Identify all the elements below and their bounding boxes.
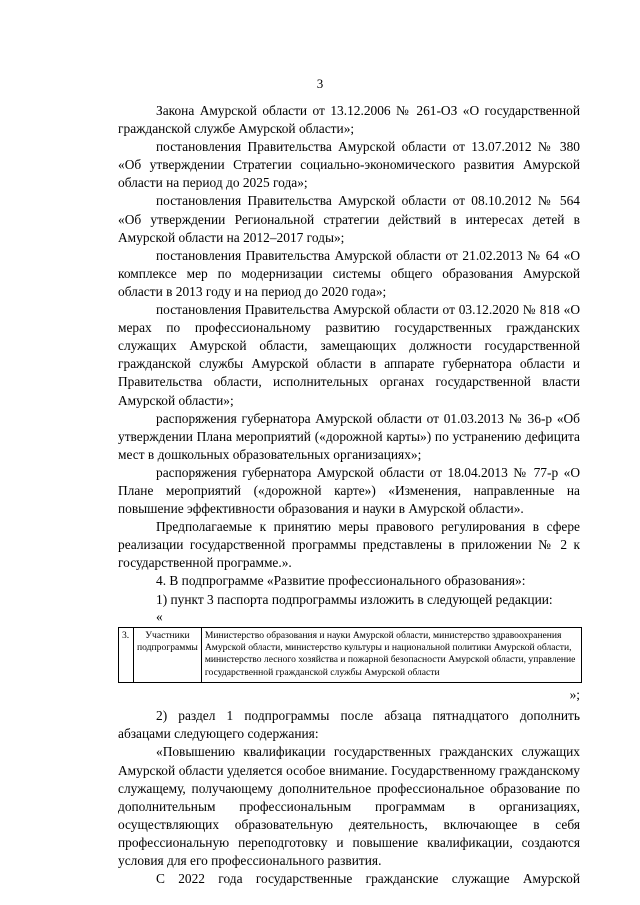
paragraph-passport-item: 1) пункт 3 паспорта подпрограммы изложить в следующей редакции: (156, 591, 553, 607)
paragraph-legal-measures: Предполагаемые к принятию меры правового регулирования в сфере реализации государственной программы представлены в приложении № 2 к государственной программе.». (118, 519, 580, 571)
paragraph-decree-64: постановления Правительства Амурской области от 21.02.2013 № 64 «О комплексе мер по модернизации системы общего образования Амурской области в 2013 году и на период до 2020 года»; (118, 247, 580, 299)
participants-table (118, 627, 582, 684)
paragraph-decree-564: постановления Правительства Амурской области от 08.10.2012 № 564 «Об утверждении Региональной стратегии действий в интересах детей в Амурской области на 2012–2017 годы»; (118, 193, 580, 245)
paragraph-decree-818: постановления Правительства Амурской области от 03.12.2020 № 818 «О мерах по профессиональному развитию государственных гражданских служащих Амурской области, замещающих должности государственной гражданской службы Амурской области в аппарате губернатора области и Правительства области, исполнительных органах государственной власти Амурской области»; (118, 302, 580, 408)
table-cell-participants: Министерство образования и науки Амурской области, министерство здравоохранения Амурской области, министерство культуры и национальной политики Амурской области, министерство лесного хозяйства и пожарной безопасности Амурской области, управление государственной гражданской службы Амурской области (201, 627, 581, 683)
page-number: 3 (316, 76, 324, 91)
document-body (118, 102, 580, 888)
paragraph-subprogram-heading: 4. В подпрограмме «Развитие профессионального образования»: (156, 573, 526, 589)
paragraph-order-36r: распоряжения губернатора Амурской области от 01.03.2013 № 36-р «Об утверждении Плана мероприятий («дорожной карты») по устранению дефицита мест в дошкольных образовательных организациях»; (118, 410, 580, 462)
paragraph-qualification: «Повышению квалификации государственных гражданских служащих Амурской области уделяется особое внимание. Государственному гражданскому служащему, получающему дополнительное профессиональное образование по дополнительным профессиональным программам в организациях, осуществляющих образовательную деятельность, включающее в себя профессиональную переподготовку и повышение квалификации, создаются условия для его профессионального развития. (118, 744, 580, 868)
paragraph-since-2022: С 2022 года государственные гражданские служащие Амурской (156, 871, 580, 887)
table-row (119, 627, 582, 683)
table-cell-number: 3. (119, 627, 134, 683)
quote-close-mark: »; (569, 687, 580, 703)
paragraph-law-civil-service: Закона Амурской области от 13.12.2006 № 261-ОЗ «О государственной гражданской службе Амурской области»; (118, 103, 580, 137)
paragraph-order-77r: распоряжения губернатора Амурской области от 18.04.2013 № 77-р «О Плане мероприятий («дорожной карте») «Изменения, направленные на повышение эффективности образования и науки в Амурской области». (118, 464, 580, 517)
paragraph-decree-380: постановления Правительства Амурской области от 13.07.2012 № 380 «Об утверждении Стратегии социально-экономического развития Амурской области на период до 2025 года»; (118, 139, 580, 191)
table-cell-label: Участники подпрограммы (134, 627, 202, 683)
quote-open-mark: « (156, 608, 163, 624)
paragraph-section-1-addition: 2) раздел 1 подпрограммы после абзаца пятнадцатого дополнить абзацами следующего содержания: (118, 708, 580, 742)
